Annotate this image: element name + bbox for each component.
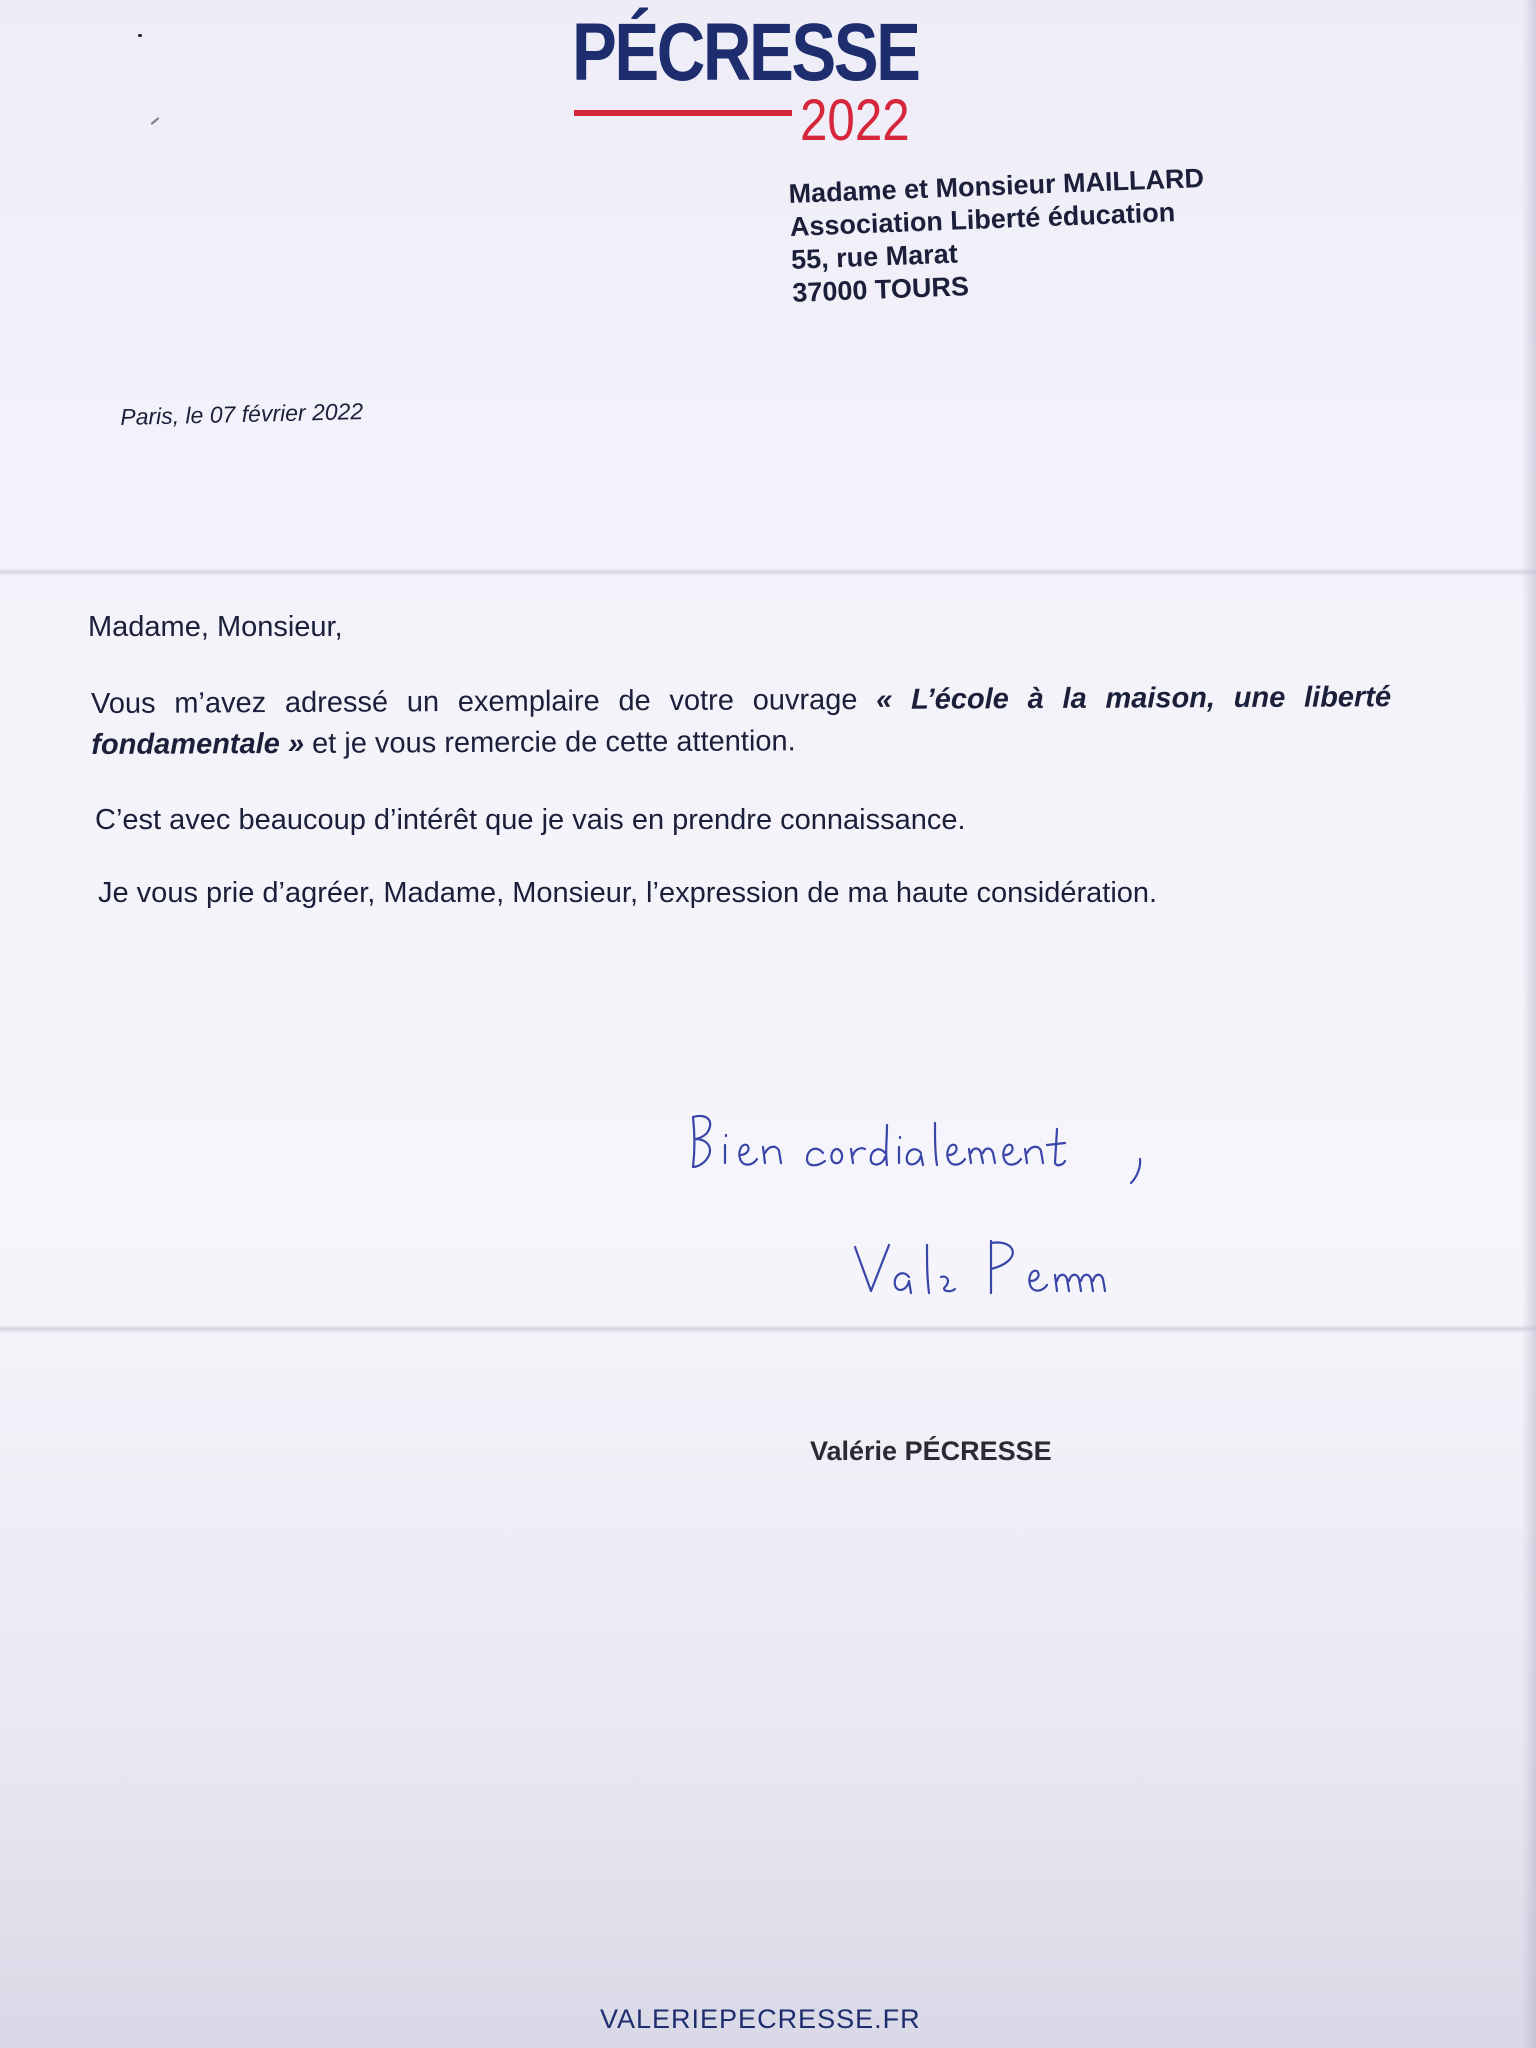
recipient-address bbox=[788, 162, 1208, 310]
paper-speck bbox=[151, 117, 160, 125]
body-paragraph: C’est avec beaucoup d’intérêt que je vais en prendre connaissance. bbox=[95, 804, 966, 836]
book-title: « L’école à la maison, une liberté fondamentale » bbox=[91, 681, 1392, 761]
footer-website: VALERIEPECRESSE.FR bbox=[600, 2004, 921, 2034]
signatory-name: Valérie PÉCRESSE bbox=[810, 1436, 1052, 1466]
recipient-line: 37000 TOURS bbox=[791, 271, 970, 308]
paper-edge-shadow bbox=[1522, 0, 1536, 2048]
recipient-line: Association Liberté éducation bbox=[789, 197, 1176, 242]
campaign-logo bbox=[572, 7, 919, 153]
body-paragraph bbox=[91, 677, 1391, 766]
recipient-line: Madame et Monsieur MAILLARD bbox=[788, 163, 1205, 209]
logo-name: PÉCRESSE bbox=[572, 7, 919, 98]
paper-speck bbox=[138, 34, 142, 37]
paper-fold-line bbox=[0, 1325, 1536, 1333]
body-paragraph: Je vous prie d’agréer, Madame, Monsieur, l’expression de ma haute considération. bbox=[98, 877, 1158, 909]
logo-underline bbox=[574, 110, 792, 116]
handwritten-signature bbox=[685, 1105, 1205, 1325]
paragraph-text: Vous m’avez adressé un exemplaire de votre ouvrage bbox=[91, 683, 877, 720]
recipient-line: 55, rue Marat bbox=[790, 238, 959, 275]
salutation: Madame, Monsieur, bbox=[88, 611, 343, 643]
paragraph-text: et je vous remercie de cette attention. bbox=[303, 725, 796, 760]
logo-year: 2022 bbox=[800, 88, 910, 153]
paper-fold-line bbox=[0, 568, 1536, 576]
letter-date: Paris, le 07 février 2022 bbox=[120, 398, 364, 430]
